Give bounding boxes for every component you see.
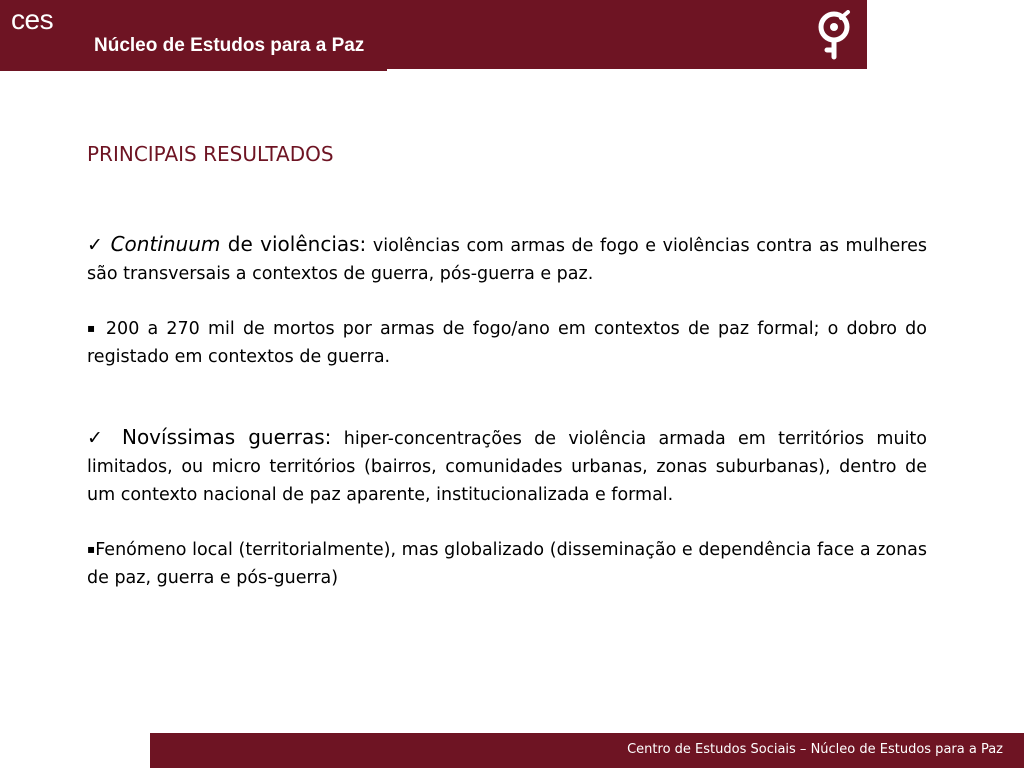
spacer [87, 371, 927, 423]
section-heading: PRINCIPAIS RESULTADOS [87, 142, 334, 166]
sub-item-text: Fenómeno local (territorialmente), mas globalizado (disseminação e dependência face a zonas de paz, guerra e pós-guerra) [87, 540, 928, 588]
sub-item-mortos [87, 314, 927, 371]
check-icon: ✓ [87, 427, 110, 449]
ces-emblem-icon [814, 10, 854, 60]
header-underline [0, 69, 387, 71]
spacer [87, 288, 927, 314]
header-band [0, 0, 867, 69]
item-continuum [87, 230, 927, 288]
square-bullet-icon: ▪ [87, 321, 98, 335]
sub-item-text: 200 a 270 mil de mortos por armas de fogo/ano em contextos de paz formal; o dobro do registado em contextos de guerra. [87, 319, 927, 367]
item-text: violências com armas de fogo e violências contra as mulheres são transversais a contextos de guerra, pós-guerra e paz. [87, 236, 927, 284]
footer-band [150, 733, 1024, 768]
item-novissimas [87, 423, 927, 509]
content-body [87, 230, 927, 592]
item-lead: Novíssimas guerras: [121, 425, 332, 449]
header-title: Núcleo de Estudos para a Paz [94, 35, 365, 56]
ces-logo: ces [11, 4, 54, 35]
item-lead [111, 232, 367, 256]
item-lead-rest: de violências: [220, 232, 367, 256]
footer-text: Centro de Estudos Sociais – Núcleo de Estudos para a Paz [627, 742, 1003, 757]
sub-item-fenomeno [87, 535, 927, 592]
check-icon: ✓ [87, 234, 104, 256]
item-lead-italic: Continuum [110, 232, 221, 256]
item-text: hiper-concentrações de violência armada em territórios muito limitados, ou micro territórios (bairros, comunidades urbanas, zonas suburbanas), dentro de um contexto nacional de paz aparente, institucionalizada e formal. [87, 429, 928, 505]
spacer [87, 509, 927, 535]
square-bullet-icon: ▪ [87, 542, 96, 556]
